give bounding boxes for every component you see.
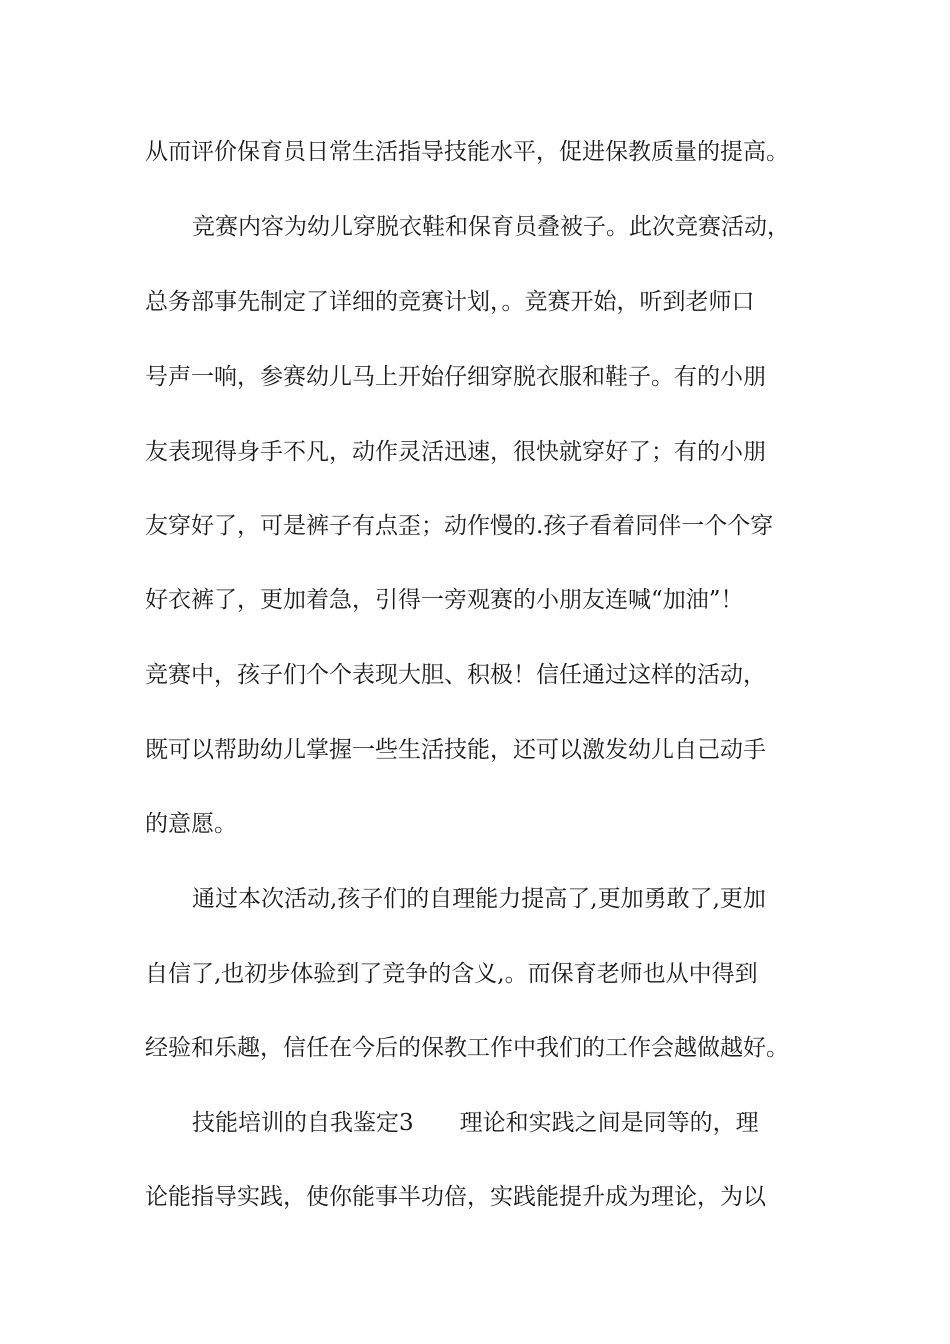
text-line: 经验和乐趣，信任在今后的保教工作中我们的工作会越做越好。: [145, 1035, 789, 1061]
text-line: 的意愿。: [145, 811, 237, 837]
text-line: 竞赛中，孩子们个个表现大胆、积极！信任通过这样的活动，: [145, 662, 766, 688]
text-line: 友穿好了，可是裤子有点歪；动作慢的.孩子看着同伴一个个穿: [145, 513, 774, 539]
text-line: 通过本次活动,孩子们的自理能力提高了,更加勇敢了,更加: [192, 886, 766, 912]
text-line: 总务部事先制定了详细的竞赛计划，。竞赛开始，听到老师口: [145, 289, 755, 315]
text-line: 自信了,也初步体验到了竞争的含义,。而保育老师也从中得到: [145, 961, 758, 987]
text-line: 号声一响，参赛幼儿马上开始仔细穿脱衣服和鞋子。有的小朋: [145, 364, 766, 390]
text-line: 好衣裤了，更加着急，引得一旁观赛的小朋友连喊“加油”！: [145, 587, 744, 613]
text-line: 技能培训的自我鉴定3 理论和实践之间是同等的，理: [192, 1110, 759, 1136]
text-line: 论能指导实践，使你能事半功倍，实践能提升成为理论，为以: [145, 1184, 766, 1210]
text-line: 竞赛内容为幼儿穿脱衣鞋和保育员叠被子。此次竞赛活动，: [192, 214, 790, 240]
text-line: 从而评价保育员日常生活指导技能水平，促进保教质量的提高。: [145, 139, 789, 165]
text-line: 友表现得身手不凡，动作灵活迅速，很快就穿好了；有的小朋: [145, 439, 766, 465]
text-line: 既可以帮助幼儿掌握一些生活技能，还可以激发幼儿自己动手: [145, 737, 766, 763]
